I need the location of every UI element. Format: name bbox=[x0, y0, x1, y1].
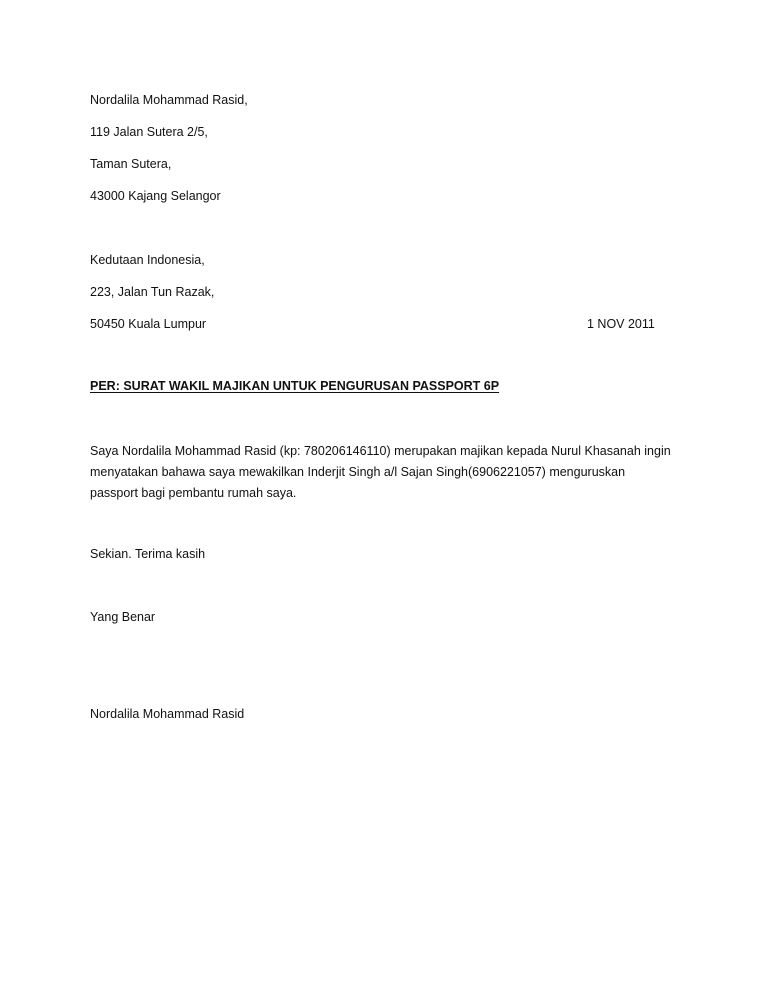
sender-name: Nordalila Mohammad Rasid, bbox=[90, 93, 248, 107]
letter-subject: PER: SURAT WAKIL MAJIKAN UNTUK PENGURUSAN PASSPORT 6P bbox=[90, 379, 500, 393]
letter-date: 1 NOV 2011 bbox=[587, 317, 655, 331]
body-line-1: Saya Nordalila Mohammad Rasid (kp: 780206146110) merupakan majikan kepada Nurul Khasanah ingin bbox=[90, 444, 671, 458]
body-line-2: menyatakan bahawa saya mewakilkan Inderjit Singh a/l Sajan Singh(6906221057) menguruskan bbox=[90, 465, 626, 479]
letter-body bbox=[90, 441, 690, 504]
recipient-name: Kedutaan Indonesia, bbox=[90, 253, 205, 267]
sender-address-line1: 119 Jalan Sutera 2/5, bbox=[90, 125, 208, 139]
sender-address-line3: 43000 Kajang Selangor bbox=[90, 189, 221, 203]
closing-text: Sekian. Terima kasih bbox=[90, 547, 206, 561]
body-line-3: passport bagi pembantu rumah saya. bbox=[90, 486, 297, 500]
signature-name: Nordalila Mohammad Rasid bbox=[90, 707, 245, 721]
sender-address-line2: Taman Sutera, bbox=[90, 157, 172, 171]
recipient-address-line1: 223, Jalan Tun Razak, bbox=[90, 285, 215, 299]
recipient-address-line2: 50450 Kuala Lumpur bbox=[90, 317, 207, 331]
sign-off: Yang Benar bbox=[90, 610, 156, 624]
